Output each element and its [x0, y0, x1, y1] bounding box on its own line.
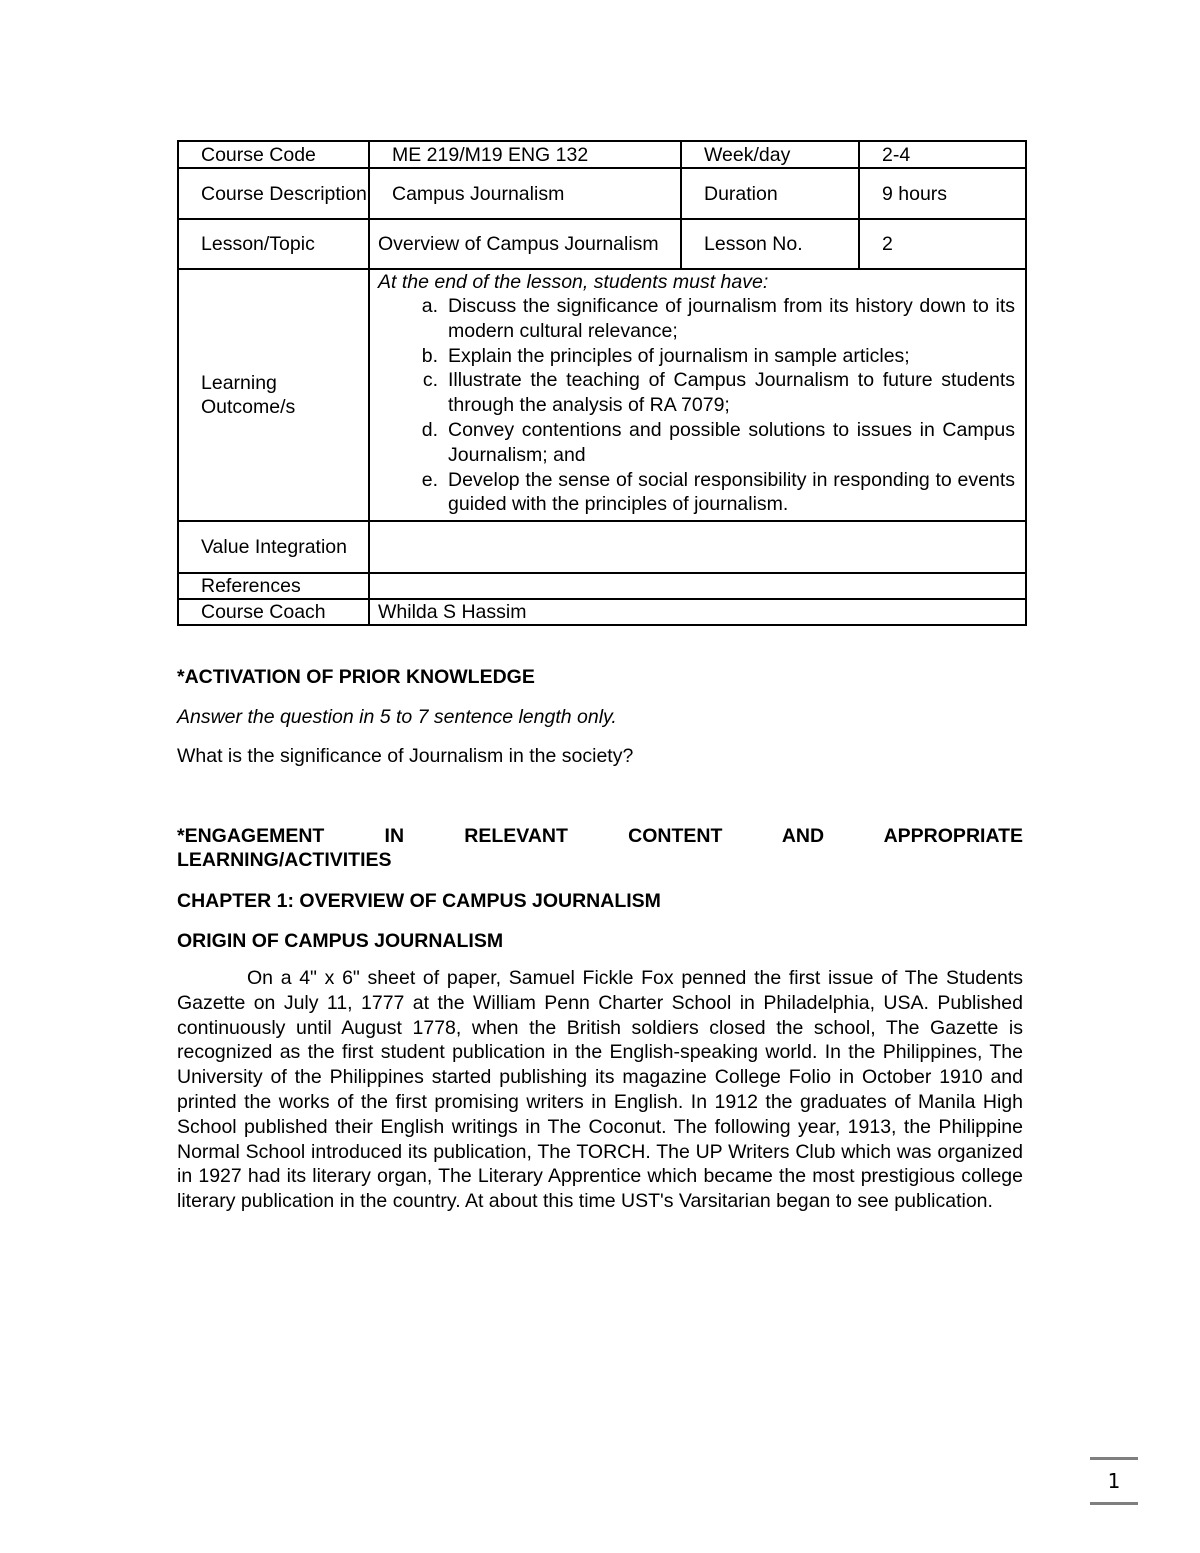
lesson-topic-label: Lesson/Topic [178, 219, 369, 269]
outcomes-list [378, 294, 1025, 517]
course-description-label: Course Description [178, 168, 369, 219]
list-item [378, 468, 1025, 518]
list-marker: e. [421, 468, 438, 491]
lesson-topic-value: Overview of Campus Journalism [369, 219, 681, 269]
list-item-text: Develop the sense of social responsibility in responding to events guided with the principles of journalism. [448, 468, 1015, 516]
list-marker: a. [421, 295, 438, 317]
page-number: 1 [1090, 1457, 1138, 1505]
list-item-text: Discuss the significance of journalism from its history down to its modern cultural relevance; [448, 295, 1015, 342]
engagement-heading [177, 824, 1023, 872]
table-row [178, 269, 1026, 521]
list-item-text: Explain the principles of journalism in sample articles; [448, 344, 910, 367]
activation-question: What is the significance of Journalism in the society? [177, 745, 634, 767]
references-value [369, 573, 1026, 599]
course-code-label: Course Code [178, 141, 369, 168]
references-label: References [178, 573, 369, 599]
table-row [178, 573, 1026, 599]
list-item [378, 344, 1025, 369]
course-coach-value: Whilda S Hassim [369, 599, 1026, 625]
lesson-no-value: 2 [859, 219, 1026, 269]
engagement-heading-line2: LEARNING/ACTIVITIES [177, 849, 392, 871]
list-marker: d. [421, 418, 438, 441]
table-row [178, 141, 1026, 168]
list-item [378, 418, 1025, 468]
learning-outcomes-cell [369, 269, 1026, 521]
list-marker: b. [421, 344, 438, 367]
duration-label: Duration [681, 168, 859, 219]
chapter-title: CHAPTER 1: OVERVIEW OF CAMPUS JOURNALISM [177, 890, 661, 912]
value-integration-label: Value Integration [178, 521, 369, 573]
list-item-text: Illustrate the teaching of Campus Journalism to future students through the analysis of RA 7079; [448, 369, 1015, 417]
list-marker: c. [422, 369, 438, 392]
activation-heading: *ACTIVATION OF PRIOR KNOWLEDGE [177, 666, 535, 688]
outcomes-intro: At the end of the lesson, students must have: [378, 271, 769, 293]
table-row [178, 168, 1026, 219]
table-row [178, 599, 1026, 625]
course-coach-label: Course Coach [178, 599, 369, 625]
list-item-text: Convey contentions and possible solutions to issues in Campus Journalism; and [448, 418, 1015, 466]
learning-outcomes-label: Learning Outcome/s [178, 269, 369, 521]
table-row [178, 219, 1026, 269]
value-integration-value [369, 521, 1026, 573]
week-value: 2-4 [859, 141, 1026, 168]
engagement-heading-line1: *ENGAGEMENT IN RELEVANT CONTENT AND APPROPRIATE [177, 825, 1023, 847]
course-code-value: ME 219/M19 ENG 132 [369, 141, 681, 168]
section-title: ORIGIN OF CAMPUS JOURNALISM [177, 930, 504, 952]
course-info-table [177, 140, 1027, 626]
lesson-no-label: Lesson No. [681, 219, 859, 269]
table-row [178, 521, 1026, 573]
week-label: Week/day [681, 141, 859, 168]
duration-value: 9 hours [859, 168, 1026, 219]
document-body [177, 664, 1023, 1214]
list-item [378, 294, 1025, 344]
list-item [378, 368, 1025, 418]
course-description-value: Campus Journalism [369, 168, 681, 219]
origin-paragraph: On a 4" x 6" sheet of paper, Samuel Fickle Fox penned the first issue of The Students Gazette on July 11, 1777 at the William Penn Charter School in Philadelphia, USA. Published continuously until August 1778, when the British soldiers closed the school, The Gazette is recognized as the first student publication in the English-speaking world. In the Philippines, The University of the Philippines started publishing its magazine College Folio in October 1910 and printed the works of the first promising writers in English. In 1912 the graduates of Manila High School published their English writings in The Coconut. The following year, 1913, the Philippine Normal School introduced its publication, The TORCH. The UP Writers Club which was organized in 1927 had its literary organ, The Literary Apprentice which became the most prestigious college literary publication in the country. At about this time UST's Varsitarian began to see publication. [177, 967, 1023, 1213]
activation-instruction: Answer the question in 5 to 7 sentence length only. [177, 706, 617, 728]
